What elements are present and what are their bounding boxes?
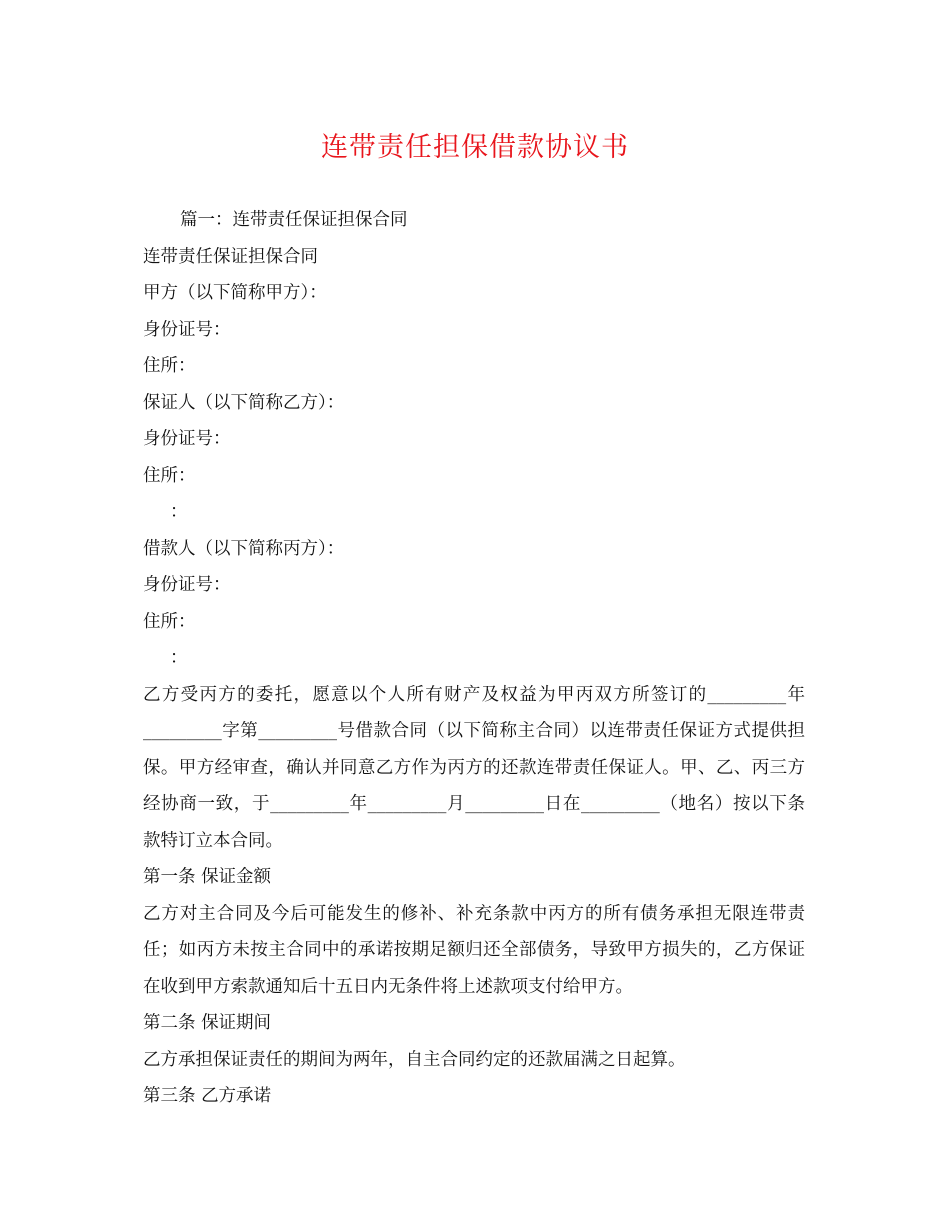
article-3-heading: 第三条 乙方承诺 <box>143 1086 272 1106</box>
article-2-heading: 第二条 保证期间 <box>143 1013 272 1033</box>
guarantor-line: 保证人（以下简称乙方）： <box>143 392 345 413</box>
article-1-heading: 第一条 保证金额 <box>143 867 272 887</box>
article-1-body: 乙方对主合同及今后可能发生的修补、补充条款中丙方的所有债务承担无限连带责任；如丙方未按主合同中的承诺按期足额归还全部债务，导致甲方损失的，乙方保证在收到甲方索款通知后十五日内无条件将上述款项支付给甲方。 <box>143 903 805 997</box>
borrower-line: 借款人（以下简称丙方）： <box>143 538 345 559</box>
party-a-address-line: 住所： <box>143 356 196 376</box>
borrower-address-line: 住所： <box>143 611 196 632</box>
party-a-id-line: 身份证号： <box>143 319 231 340</box>
guarantor-address-line: 住所： <box>143 465 196 486</box>
borrower-extra-line: ： <box>170 648 188 668</box>
guarantor-extra-line: ： <box>170 502 188 522</box>
preamble-paragraph: 乙方受丙方的委托，愿意以个人所有财产及权益为甲丙双方所签订的_________年_________字第_________号借款合同（以下简称主合同）以连带责任保证方式提供担保。甲方经审查，确认并同意乙方作为丙方的还款连带责任保证人。甲、乙、丙三方经协商一致，于_________年_________月_________日在_________（地名）按以下条款特订立本合同。 <box>143 684 805 851</box>
contract-name: 连带责任保证担保合同 <box>143 246 318 267</box>
party-a-line: 甲方（以下简称甲方）： <box>143 283 327 303</box>
section-heading: 篇一：连带责任保证担保合同 <box>180 210 408 230</box>
document-title: 连带责任担保借款协议书 <box>321 132 629 163</box>
guarantor-id-line: 身份证号： <box>143 429 231 449</box>
article-2-body: 乙方承担保证责任的期间为两年，自主合同约定的还款届满之日起算。 <box>143 1049 686 1070</box>
document-body <box>143 202 805 1115</box>
borrower-id-line: 身份证号： <box>143 575 231 595</box>
